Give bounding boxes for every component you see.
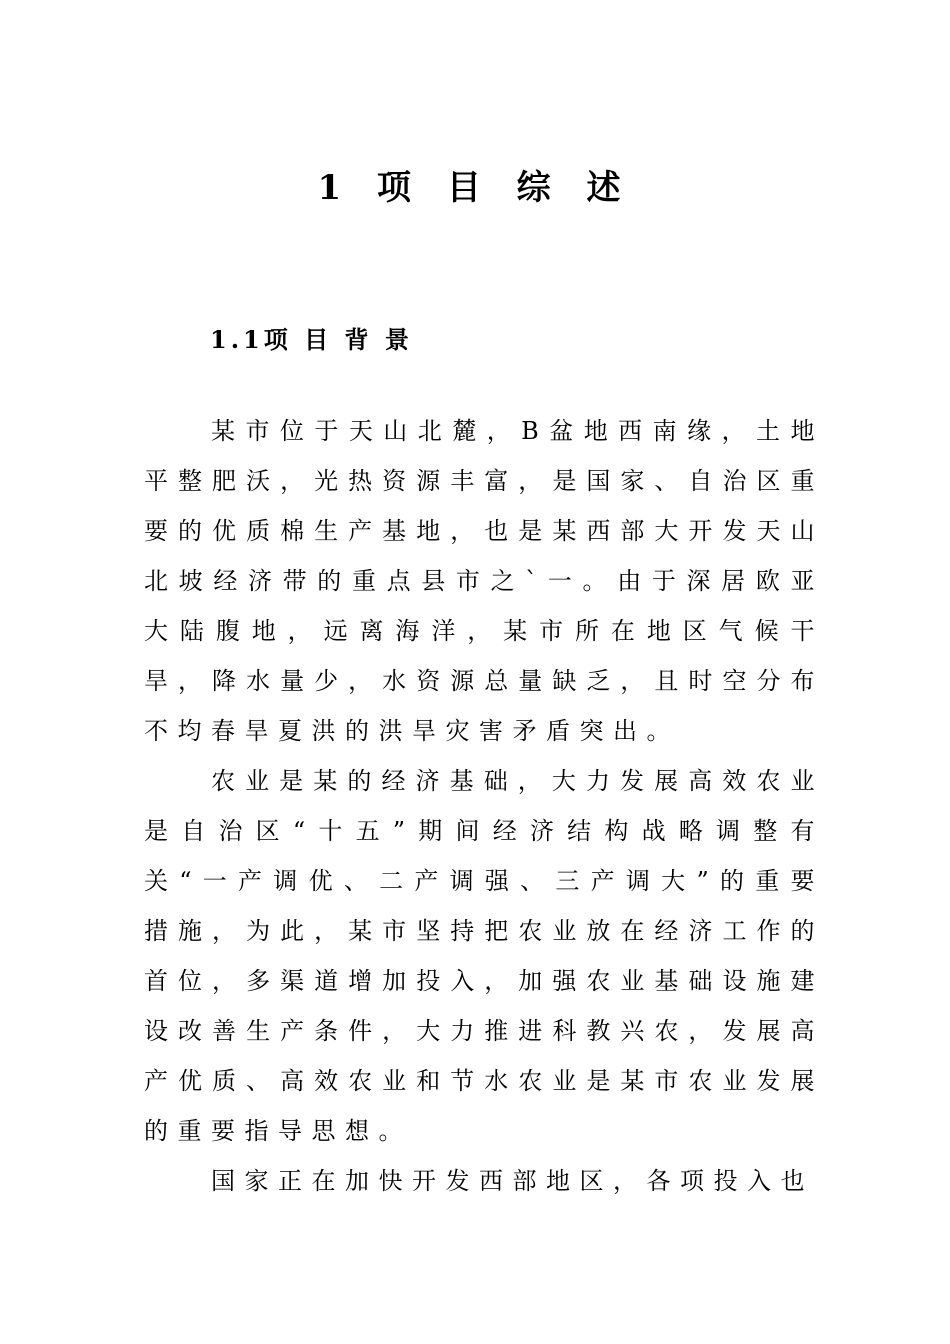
paragraph-3: 国家正在加快开发西部地区，各项投入也 <box>211 1167 814 1195</box>
section-title: 1.1项 目 背 景 <box>210 325 413 354</box>
chapter-title: 1 项 目 综 述 <box>317 168 633 208</box>
body-text <box>144 406 824 1206</box>
paragraph-1: 某市位于天山北麓，B盆地西南缘，土地平整肥沃，光热资源丰富，是国家、自治区重要的优质棉生产基地，也是某西部大开发天山北坡经济带的重点县市之`一。由于深居欧亚大陆腹地，远离海洋，某市所在地区气候干旱，降水量少，水资源总量缺乏，且时空分布不均春旱夏洪的洪旱灾害矛盾突出。 <box>144 417 824 745</box>
paragraph-2: 农业是某的经济基础，大力发展高效农业是自治区“十五”期间经济结构战略调整有关“一产调优、二产调强、三产调大”的重要措施，为此，某市坚持把农业放在经济工作的首位，多渠道增加投入，加强农业基础设施建设改善生产条件，大力推进科教兴农，发展高产优质、高效农业和节水农业是某市农业发展的重要指导思想。 <box>144 767 824 1145</box>
